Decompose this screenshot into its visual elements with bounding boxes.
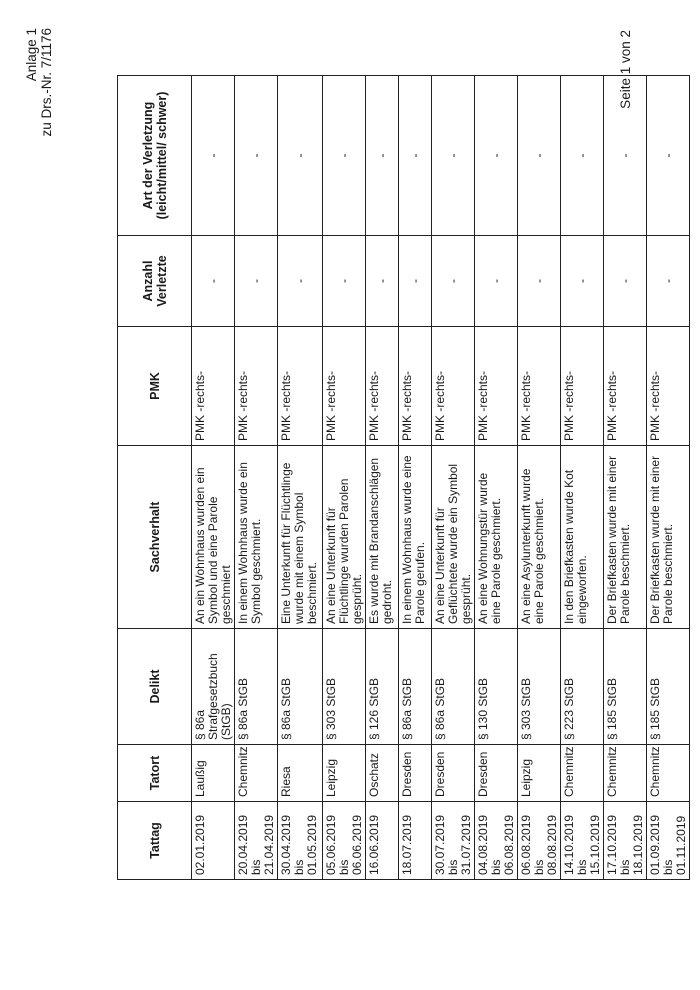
cell-sachverhalt: Der Briefkasten wurde mit einer Parole beschmiert. (647, 446, 690, 629)
cell-delikt: § 223 StGB (561, 629, 604, 745)
cell-tatort: Chemnitz (561, 745, 604, 802)
cell-anzahl-verletzte: - (399, 236, 432, 327)
cell-delikt: § 126 StGB (366, 629, 399, 745)
cell-sachverhalt: Eine Unterkunft für Flüchtlinge wurde mit einem Symbol beschmiert. (278, 446, 323, 629)
cell-anzahl-verletzte: - (366, 236, 399, 327)
cell-tattag: 02.01.2019 (192, 802, 235, 880)
cell-anzahl-verletzte: - (192, 236, 235, 327)
cell-delikt: § 185 StGB (604, 629, 647, 745)
cell-anzahl-verletzte: - (235, 236, 278, 327)
cell-anzahl-verletzte: - (647, 236, 690, 327)
cell-delikt: § 86a StGB (432, 629, 475, 745)
cell-tatort: Chemnitz (647, 745, 690, 802)
cell-art-der-verletzung: - (432, 76, 475, 236)
cell-sachverhalt: An eine Wohnungstür wurde eine Parole geschmiert. (475, 446, 518, 629)
table-row (475, 76, 518, 880)
cell-tatort: Leipzig (518, 745, 561, 802)
col-header-tatort: Tatort (118, 745, 192, 802)
col-header-sachverhalt: Sachverhalt (118, 446, 192, 629)
cell-delikt: § 86a StGB (235, 629, 278, 745)
cell-sachverhalt: An eine Unterkunft für Flüchtlinge wurden Parolen gesprüht. (323, 446, 366, 629)
cell-tattag: 17.10.2019 bis 18.10.2019 (604, 802, 647, 880)
cell-pmk: PMK -rechts- (323, 327, 366, 446)
cell-pmk: PMK -rechts- (475, 327, 518, 446)
cell-tattag: 06.08.2019 bis 08.08.2019 (518, 802, 561, 880)
cell-delikt: § 303 StGB (518, 629, 561, 745)
cell-sachverhalt: Es wurde mit Brandanschlägen gedroht. (366, 446, 399, 629)
document-reference: zu Drs.-Nr. 7/1176 (39, 28, 54, 137)
cell-tattag: 04.08.2019 bis 06.08.2019 (475, 802, 518, 880)
col-header-delikt: Delikt (118, 629, 192, 745)
cell-art-der-verletzung: - (235, 76, 278, 236)
cell-tattag: 30.04.2019 bis 01.05.2019 (278, 802, 323, 880)
cell-tattag: 01.09.2019 bis 01.11.2019 (647, 802, 690, 880)
cell-sachverhalt: An ein Wohnhaus wurden ein Symbol und eine Parole geschmiert (192, 446, 235, 629)
table-row (235, 76, 278, 880)
table-row (518, 76, 561, 880)
cell-anzahl-verletzte: - (323, 236, 366, 327)
col-header-anzahl-verletzte: Anzahl Verletzte (118, 236, 192, 327)
cell-tatort: Chemnitz (604, 745, 647, 802)
cell-anzahl-verletzte: - (432, 236, 475, 327)
cell-pmk: PMK -rechts- (432, 327, 475, 446)
cell-tatort: Oschatz (366, 745, 399, 802)
cell-anzahl-verletzte: - (278, 236, 323, 327)
cell-pmk: PMK -rechts- (399, 327, 432, 446)
cell-tattag: 30.07.2019 bis 31.07.2019 (432, 802, 475, 880)
cell-sachverhalt: In einem Wohnhaus wurde eine Parole gerufen. (399, 446, 432, 629)
cell-sachverhalt: In den Briefkasten wurde Kot eingeworfen. (561, 446, 604, 629)
cell-tattag: 16.06.2019 (366, 802, 399, 880)
cell-tattag: 05.06.2019 bis 06.06.2019 (323, 802, 366, 880)
cell-art-der-verletzung: - (366, 76, 399, 236)
table-row (604, 76, 647, 880)
cell-art-der-verletzung: - (475, 76, 518, 236)
cell-anzahl-verletzte: - (604, 236, 647, 327)
cell-art-der-verletzung: - (323, 76, 366, 236)
cell-art-der-verletzung: - (399, 76, 432, 236)
cell-pmk: PMK -rechts- (604, 327, 647, 446)
cell-tattag: 20.04.2019 bis 21.04.2019 (235, 802, 278, 880)
cell-art-der-verletzung: - (518, 76, 561, 236)
cell-art-der-verletzung: - (192, 76, 235, 236)
cell-sachverhalt: In einem Wohnhaus wurde ein Symbol geschmiert. (235, 446, 278, 629)
cell-pmk: PMK -rechts- (192, 327, 235, 446)
table-row (278, 76, 323, 880)
cell-anzahl-verletzte: - (518, 236, 561, 327)
cell-tatort: Dresden (399, 745, 432, 802)
cell-art-der-verletzung: - (647, 76, 690, 236)
cell-art-der-verletzung: - (604, 76, 647, 236)
cell-anzahl-verletzte: - (561, 236, 604, 327)
col-header-tattag: Tattag (118, 802, 192, 880)
cell-delikt: § 130 StGB (475, 629, 518, 745)
cell-sachverhalt: An eine Unterkunft für Geflüchtete wurde ein Symbol gesprüht. (432, 446, 475, 629)
table-row (366, 76, 399, 880)
cell-pmk: PMK -rechts- (235, 327, 278, 446)
cell-anzahl-verletzte: - (475, 236, 518, 327)
attachment-header (24, 28, 54, 137)
cell-pmk: PMK -rechts- (561, 327, 604, 446)
cell-tatort: Riesa (278, 745, 323, 802)
page-number: Seite 1 von 2 (618, 30, 633, 109)
cell-pmk: PMK -rechts- (518, 327, 561, 446)
table-row (561, 76, 604, 880)
table-row (647, 76, 690, 880)
cell-pmk: PMK -rechts- (366, 327, 399, 446)
cell-delikt: § 185 StGB (647, 629, 690, 745)
cell-delikt: § 303 StGB (323, 629, 366, 745)
cell-delikt: § 86a StGB (278, 629, 323, 745)
cell-tatort: Chemnitz (235, 745, 278, 802)
cell-art-der-verletzung: - (278, 76, 323, 236)
col-header-art-der-verletzung: Art der Verletzung (leicht/mittel/ schwer) (118, 76, 192, 236)
incident-table (117, 75, 690, 880)
table-row (399, 76, 432, 880)
cell-tatort: Leipzig (323, 745, 366, 802)
cell-sachverhalt: An eine Asylunterkunft wurde eine Parole geschmiert. (518, 446, 561, 629)
table-header-row (118, 76, 192, 880)
cell-sachverhalt: Der Briefkasten wurde mit einer Parole beschmiert. (604, 446, 647, 629)
cell-delikt: § 86a StGB (399, 629, 432, 745)
cell-tatort: Dresden (475, 745, 518, 802)
cell-delikt: § 86a Strafgesetzbuch (StGB) (192, 629, 235, 745)
cell-tattag: 14.10.2019 bis 15.10.2019 (561, 802, 604, 880)
col-header-pmk: PMK (118, 327, 192, 446)
cell-art-der-verletzung: - (561, 76, 604, 236)
cell-pmk: PMK -rechts- (647, 327, 690, 446)
table-row (323, 76, 366, 880)
attachment-label: Anlage 1 (24, 28, 39, 82)
cell-tatort: Laußig (192, 745, 235, 802)
cell-tatort: Dresden (432, 745, 475, 802)
table-row (432, 76, 475, 880)
cell-pmk: PMK -rechts- (278, 327, 323, 446)
table-row (192, 76, 235, 880)
cell-tattag: 18.07.2019 (399, 802, 432, 880)
